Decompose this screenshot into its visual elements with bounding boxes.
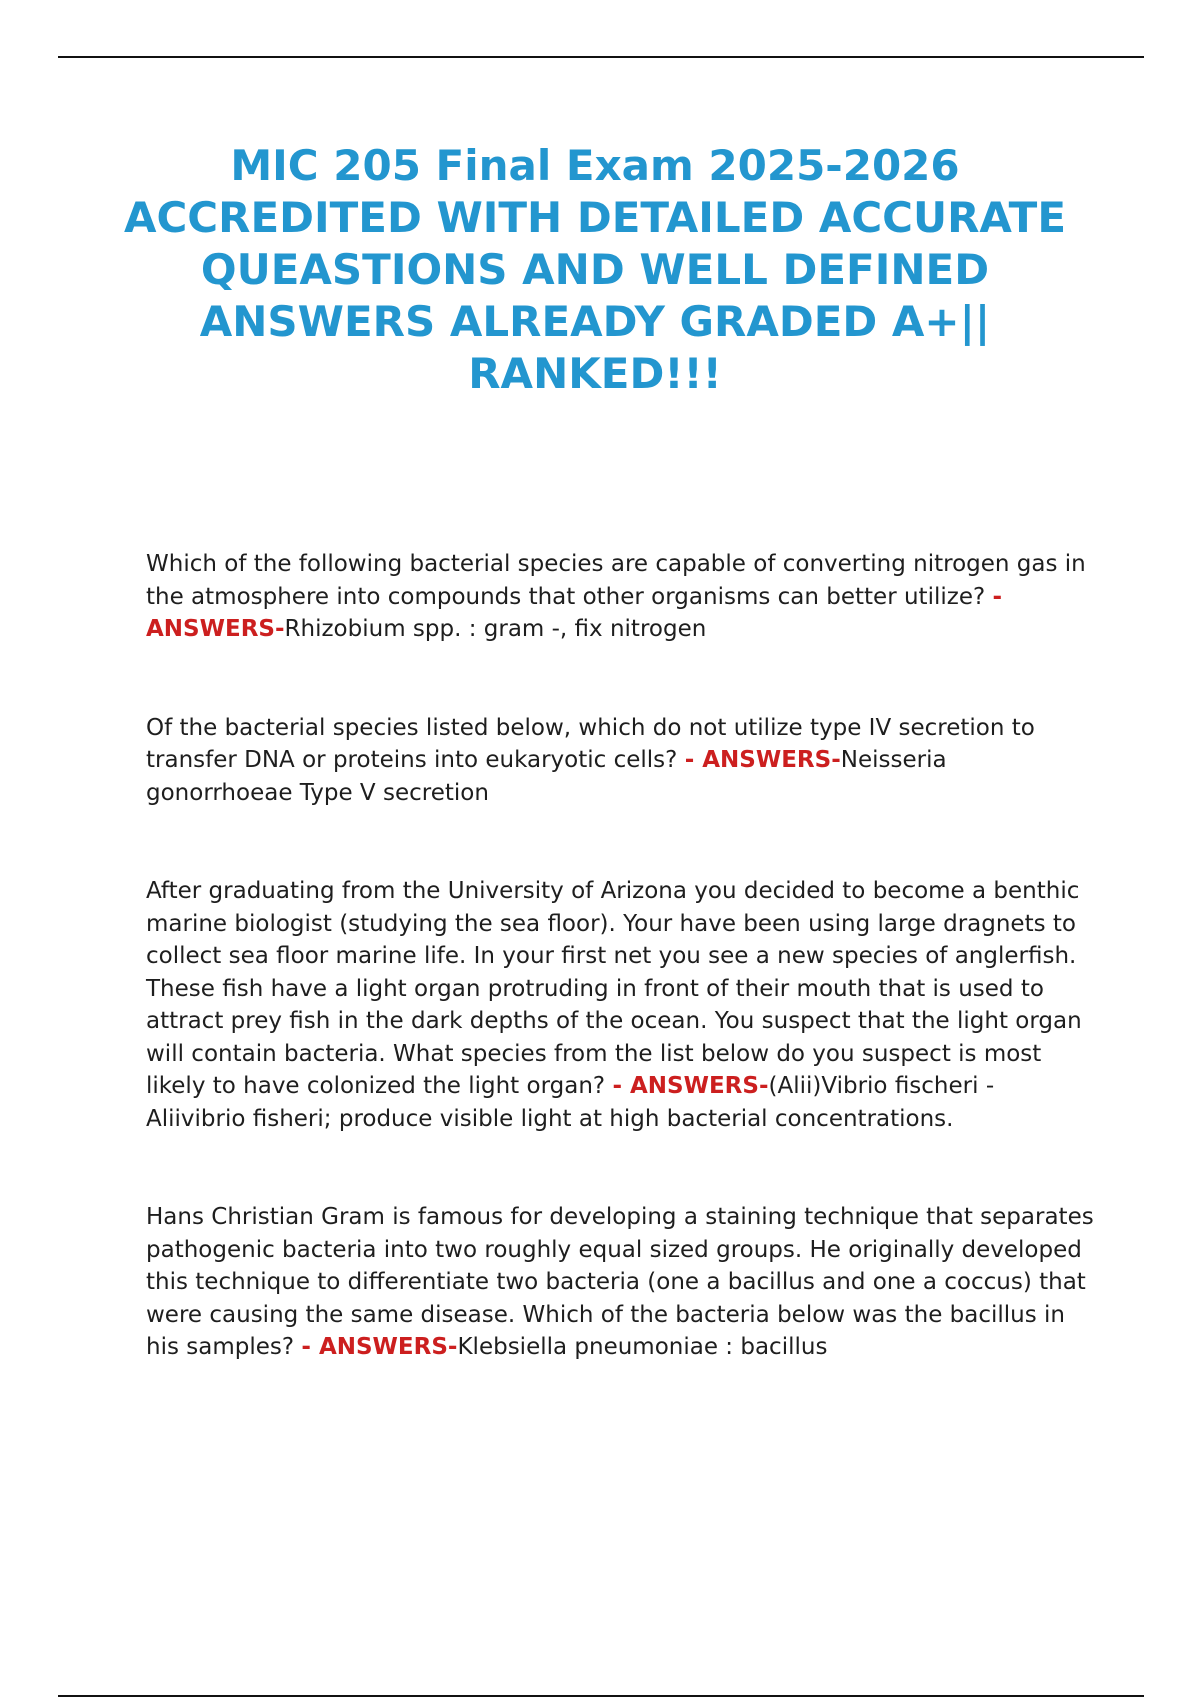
top-rule xyxy=(58,56,1144,58)
question-text: Of the bacterial species listed below, which do not utilize type IV secretion to transfer DNA or proteins into eukaryotic cells? xyxy=(146,714,1035,773)
qa-list xyxy=(146,548,1096,1430)
answer-label: - ANSWERS- xyxy=(146,583,1003,642)
answer-label: - ANSWERS- xyxy=(612,1073,769,1099)
question-text: Hans Christian Gram is famous for developing a staining technique that separates pathogenic bacteria into two roughly equal sized groups. He originally developed this technique to differentiate two bacteria (one a bacillus and one a coccus) that were causing the same disease. Which of the bacteria below was the bacillus in his samples? xyxy=(146,1204,1094,1360)
document-title: MIC 205 Final Exam 2025-2026 ACCREDITED WITH DETAILED ACCURATE QUEASTIONS AND WELL DEFINED ANSWERS ALREADY GRADED A+|| RANKED!!! xyxy=(123,141,1067,398)
question-text: After graduating from the University of Arizona you decided to become a benthic marine biologist (studying the sea floor). Your have been using large dragnets to collect sea floor marine life. In your first net you see a new species of anglerfish. These fish have a light organ protruding in front of their mouth that is used to attract prey fish in the dark depths of the ocean. You suspect that the light organ will contain bacteria. What species from the list below do you suspect is most likely to have colonized the light organ? xyxy=(146,878,1082,1099)
qa-item xyxy=(146,712,1096,810)
qa-item xyxy=(146,548,1096,646)
qa-item xyxy=(146,875,1096,1135)
answer-text: Neisseria gonorrhoeae Type V secretion xyxy=(146,747,947,806)
qa-item xyxy=(146,1201,1096,1364)
answer-text: Rhizobium spp. : gram -, fix nitrogen xyxy=(284,616,707,642)
bottom-rule xyxy=(58,1695,1144,1697)
answer-label: - ANSWERS- xyxy=(684,747,841,773)
answer-text: Klebsiella pneumoniae : bacillus xyxy=(457,1334,828,1360)
answer-label: - ANSWERS- xyxy=(301,1334,458,1360)
question-text: Which of the following bacterial species are capable of converting nitrogen gas in the atmosphere into compounds that other organisms can better utilize? xyxy=(146,551,1086,610)
answer-text: (Alii)Vibrio fischeri - Aliivibrio fisheri; produce visible light at high bacterial concentrations. xyxy=(146,1073,995,1132)
